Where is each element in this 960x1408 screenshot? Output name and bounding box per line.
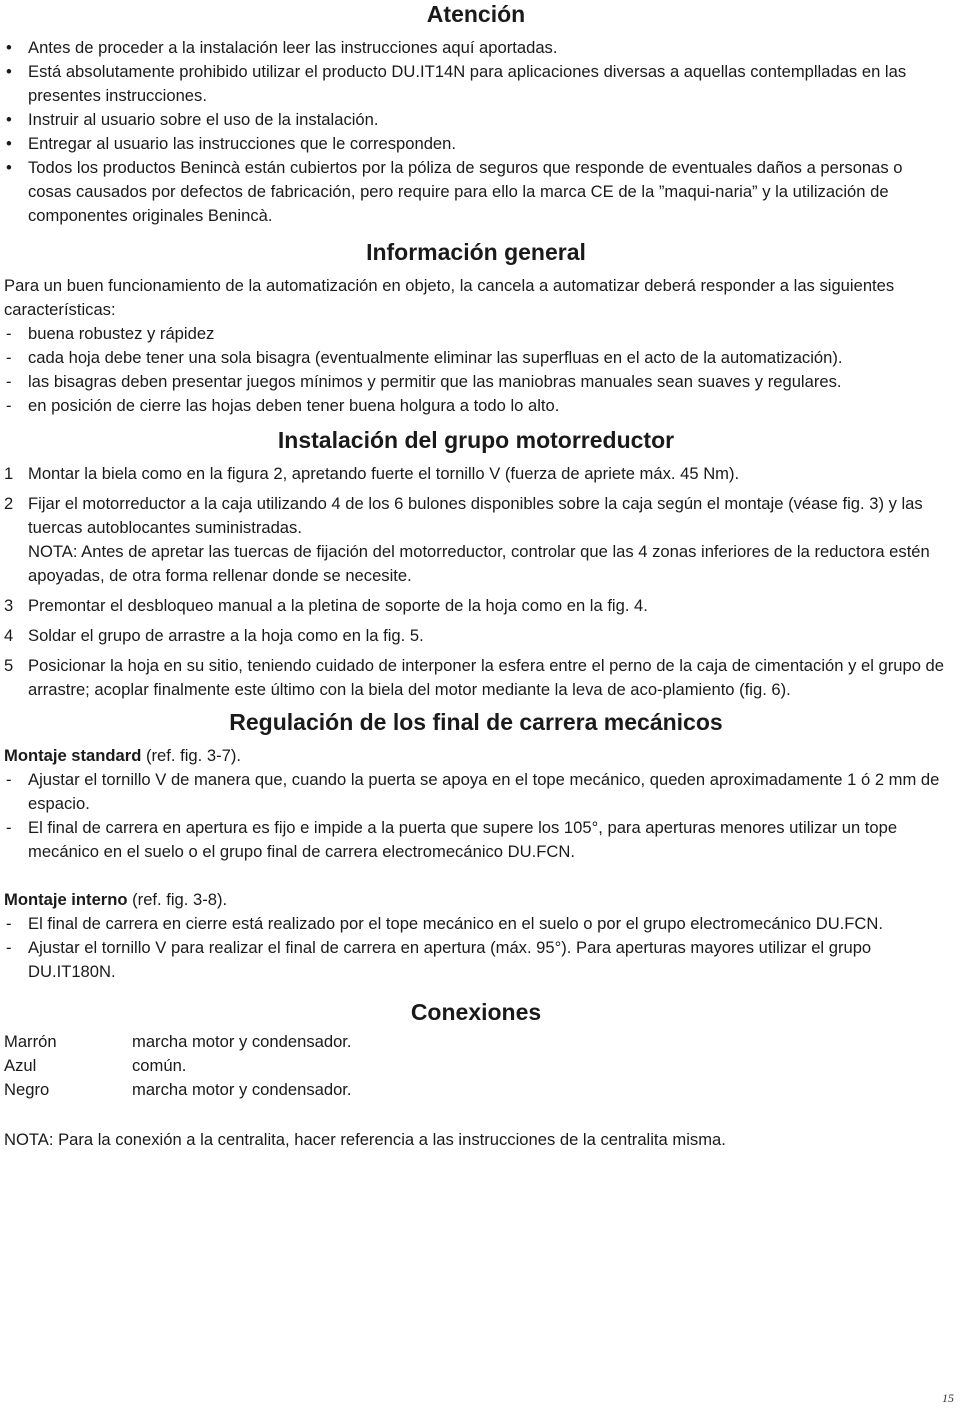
installation-heading: Instalación del grupo motorreductor	[277, 427, 675, 453]
connections-section	[4, 998, 948, 1152]
connection-row	[4, 1078, 352, 1102]
connections-table	[4, 1030, 352, 1102]
general-item: - buena robustez y rápidez	[4, 322, 948, 346]
general-item: - las bisagras deben presentar juegos mínimos y permitir que las maniobras manuales sean suaves y regulares.	[4, 370, 948, 394]
step-number: 5	[4, 656, 14, 675]
general-list	[4, 322, 948, 418]
connection-row	[4, 1054, 352, 1078]
step-text: Posicionar la hoja en su sitio, teniendo cuidado de interponer la esfera entre el perno de la caja de cimentación y el grupo de arrastre; acoplar finalmente este último con la biela del motor mediante la leva de aco-plamiento (fig. 6).	[28, 656, 945, 699]
step-number: 3	[4, 596, 14, 615]
attention-item: • Antes de proceder a la instalación leer las instrucciones aquí aportadas.	[4, 36, 948, 60]
step-text: Premontar el desbloqueo manual a la pletina de soporte de la hoja como en la fig. 4.	[28, 596, 648, 615]
limits-heading: Regulación de los final de carrera mecánicos	[229, 709, 723, 735]
wire-color: Negro	[4, 1080, 50, 1099]
internal-mount-label: Montaje interno	[4, 890, 128, 909]
general-item: - cada hoja debe tener una sola bisagra (eventualmente eliminar las superfluas en el acto de la automatización).	[4, 346, 948, 370]
attention-list	[4, 36, 948, 228]
internal-mount-item: - El final de carrera en cierre está realizado por el tope mecánico en el suelo o por el grupo electromecánico DU.FCN.	[4, 912, 948, 936]
manual-page	[4, 0, 948, 1152]
general-intro: Para un buen funcionamiento de la automatización en objeto, la cancela a automatizar deberá responder a las siguientes características:	[4, 276, 895, 319]
connections-heading: Conexiones	[410, 999, 542, 1025]
limits-section	[4, 708, 948, 984]
step-text: Fijar el motorreductor a la caja utilizando 4 de los 6 bulones disponibles sobre la caja según el montaje (véase fig. 3) y las tuercas autoblocantes suministradas.	[28, 494, 923, 537]
standard-mount-item: - El final de carrera en apertura es fijo e impide a la puerta que supere los 105°, para aperturas menores utilizar un tope mecánico en el suelo o el grupo final de carrera electromecánico DU.FCN.	[4, 816, 948, 864]
internal-mount-list	[4, 912, 948, 984]
connections-note: NOTA: Para la conexión a la centralita, hacer referencia a las instrucciones de la centralita misma.	[4, 1130, 726, 1149]
internal-mount-heading	[4, 888, 948, 912]
installation-step	[4, 654, 948, 702]
wire-color: Marrón	[4, 1032, 57, 1051]
installation-section	[4, 426, 948, 702]
connection-row	[4, 1030, 352, 1054]
page-number: 15	[942, 1391, 954, 1405]
internal-mount-ref: (ref. fig. 3-8).	[127, 890, 228, 909]
step-text: Soldar el grupo de arrastre a la hoja como en la fig. 5.	[28, 626, 424, 645]
internal-mount-item: - Ajustar el tornillo V para realizar el final de carrera en apertura (máx. 95°). Para aperturas mayores utilizar el grupo DU.IT180N.	[4, 936, 948, 984]
wire-function: marcha motor y condensador.	[132, 1032, 352, 1051]
attention-section	[4, 0, 948, 228]
step-number: 1	[4, 464, 14, 483]
attention-heading: Atención	[426, 1, 526, 27]
installation-step	[4, 462, 948, 486]
attention-item: • Instruir al usuario sobre el uso de la instalación.	[4, 108, 948, 132]
general-heading: Información general	[366, 239, 586, 265]
attention-item: • Entregar al usuario las instrucciones que le corresponden.	[4, 132, 948, 156]
standard-mount-list	[4, 768, 948, 864]
installation-step	[4, 624, 948, 648]
step-text: Montar la biela como en la figura 2, apretando fuerte el tornillo V (fuerza de apriete máx. 45 Nm).	[28, 464, 740, 483]
step-number: 2	[4, 494, 14, 513]
attention-item: • Está absolutamente prohibido utilizar el producto DU.IT14N para aplicaciones diversas a aquellas contemplladas en las presentes instrucciones.	[4, 60, 948, 108]
step-number: 4	[4, 626, 14, 645]
step-note: NOTA: Antes de apretar las tuercas de fijación del motorreductor, controlar que las 4 zonas inferiores de la reductora estén apoyadas, de otra forma rellenar donde se necesite.	[28, 542, 930, 585]
standard-mount-ref: (ref. fig. 3-7).	[141, 746, 241, 765]
general-section	[4, 238, 948, 418]
general-item: - en posición de cierre las hojas deben tener buena holgura a todo lo alto.	[4, 394, 948, 418]
wire-color: Azul	[4, 1056, 37, 1075]
installation-step	[4, 594, 948, 618]
standard-mount-item: - Ajustar el tornillo V de manera que, cuando la puerta se apoya en el tope mecánico, queden aproximadamente 1 ó 2 mm de espacio.	[4, 768, 948, 816]
standard-mount-heading	[4, 744, 948, 768]
installation-steps	[4, 462, 948, 702]
wire-function: común.	[132, 1056, 187, 1075]
wire-function: marcha motor y condensador.	[132, 1080, 352, 1099]
attention-item: • Todos los productos Benincà están cubiertos por la póliza de seguros que responde de eventuales daños a personas o cosas causados por defectos de fabricación, pero require para ello la marca CE de la ”maqui-naria” y la utilización de componentes originales Benincà.	[4, 156, 948, 228]
installation-step	[4, 492, 948, 588]
standard-mount-label: Montaje standard	[4, 746, 142, 765]
